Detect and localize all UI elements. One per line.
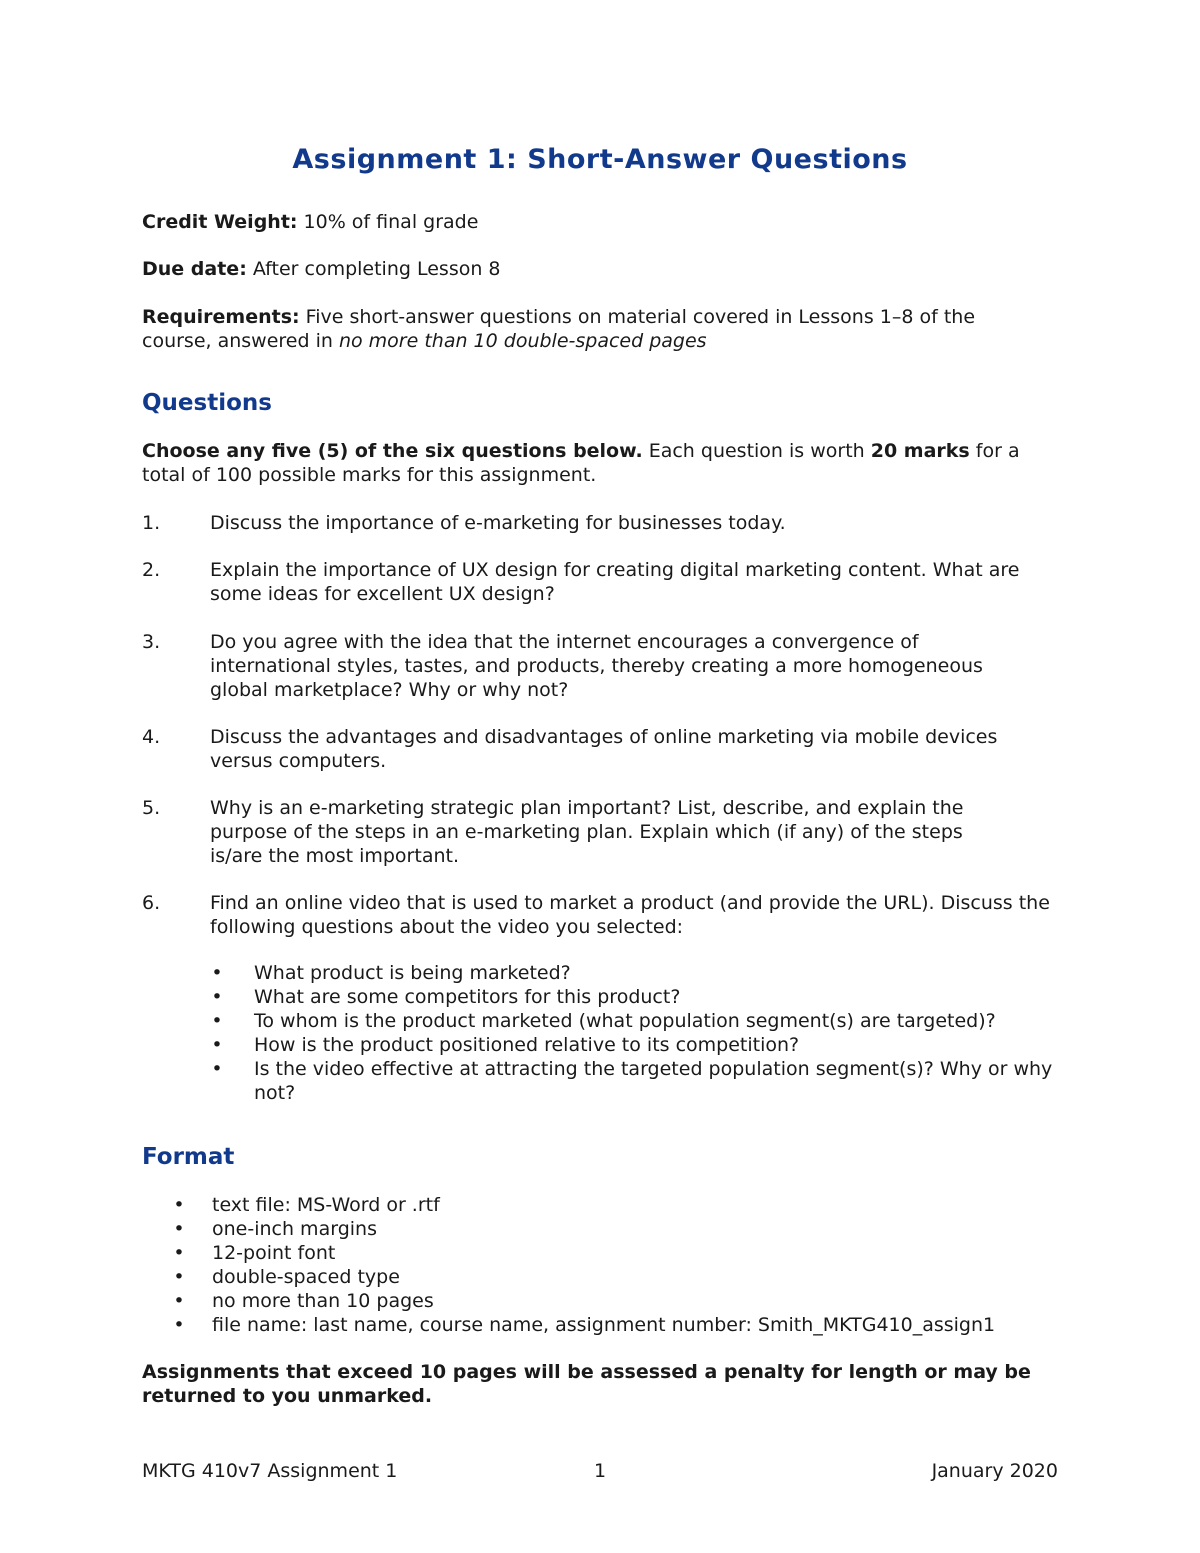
list-item-text: one-inch margins (212, 1218, 377, 1240)
list-item-text: no more than 10 pages (212, 1290, 434, 1312)
question-text: Do you agree with the idea that the internet encourages a convergence of international styles, tastes, and products, thereby creating a more homogeneous global marketplace? Why or why not? (210, 631, 983, 701)
questions-intro (142, 439, 1067, 487)
list-item-text: file name: last name, course name, assignment number: Smith_MKTG410_assign1 (212, 1314, 996, 1336)
credit-weight-value: 10% of final grade (297, 211, 479, 233)
list-item (210, 1033, 1070, 1057)
list-item (210, 1009, 1070, 1033)
list-item (210, 961, 1070, 985)
question-text: Discuss the importance of e-marketing for businesses today. (210, 512, 786, 534)
bullet-icon: • (173, 1266, 185, 1288)
footer-course: MKTG 410v7 Assignment 1 (142, 1460, 398, 1482)
bullet-icon: • (211, 986, 223, 1008)
bullet-icon: • (211, 1010, 223, 1032)
question-text: Explain the importance of UX design for creating digital marketing content. What are some ideas for excellent UX design? (210, 559, 1020, 605)
due-date (142, 257, 1062, 281)
list-item (166, 1289, 1066, 1313)
credit-weight (142, 210, 1062, 234)
bullet-icon: • (211, 962, 223, 984)
list-item (210, 985, 1070, 1009)
due-date-value: After completing Lesson 8 (246, 258, 501, 280)
footer-page-number: 1 (594, 1460, 607, 1482)
list-item (166, 1217, 1066, 1241)
list-item-text: How is the product positioned relative to its competition? (254, 1034, 800, 1056)
list-item (210, 1057, 1070, 1105)
question-number: 5. (142, 797, 161, 819)
list-item-text: Is the video effective at attracting the targeted population segment(s)? Why or why not? (254, 1058, 1053, 1104)
question-number: 6. (142, 892, 161, 914)
due-date-label: Due date: (142, 258, 247, 280)
bullet-icon: • (173, 1218, 185, 1240)
bullet-icon: • (211, 1058, 223, 1080)
bullet-icon: • (211, 1034, 223, 1056)
requirements-label: Requirements: (142, 306, 300, 328)
question-text: Why is an e-marketing strategic plan important? List, describe, and explain the purpose of the steps in an e-marketing plan. Explain which (if any) of the steps is/are the most important. (210, 797, 964, 867)
question-number: 2. (142, 559, 161, 581)
question-text: Find an online video that is used to market a product (and provide the URL). Discuss the following questions about the video you selected: (210, 892, 1050, 938)
intro-bold-choose: Choose any five (5) of the six questions below. (142, 440, 643, 462)
list-item-text: double-spaced type (212, 1266, 400, 1288)
question-number: 3. (142, 631, 161, 653)
bullet-icon: • (173, 1194, 185, 1216)
video-questions-list (210, 961, 1070, 1105)
requirements-italic: no more than 10 double-spaced pages (338, 330, 707, 352)
list-item-text: What are some competitors for this product? (254, 986, 681, 1008)
list-item (166, 1313, 1066, 1337)
format-heading: Format (142, 1144, 235, 1170)
bullet-icon: • (173, 1242, 185, 1264)
list-item (166, 1193, 1066, 1217)
list-item-text: What product is being marketed? (254, 962, 571, 984)
list-item (166, 1265, 1066, 1289)
page-title: Assignment 1: Short-Answer Questions (292, 144, 908, 175)
question-number: 1. (142, 512, 161, 534)
intro-text-worth: Each question is worth (642, 440, 871, 462)
question-number: 4. (142, 726, 161, 748)
format-list (166, 1193, 1066, 1337)
footer-date: January 2020 (931, 1460, 1058, 1482)
list-item-text: To whom is the product marketed (what population segment(s) are targeted)? (254, 1010, 996, 1032)
credit-weight-label: Credit Weight: (142, 211, 298, 233)
intro-text-total: for a total of 100 possible marks for this assignment. (142, 440, 1020, 486)
length-penalty-warning: Assignments that exceed 10 pages will be assessed a penalty for length or may be returned to you unmarked. (142, 1361, 1031, 1407)
bullet-icon: • (173, 1290, 185, 1312)
requirements-value: Five short-answer questions on material covered in Lessons 1–8 of the course, answered in (142, 306, 976, 352)
question-text: Discuss the advantages and disadvantages of online marketing via mobile devices versus computers. (210, 726, 998, 772)
questions-heading: Questions (142, 390, 272, 416)
intro-bold-marks: 20 marks (870, 440, 970, 462)
bullet-icon: • (173, 1314, 185, 1336)
list-item (166, 1241, 1066, 1265)
list-item-text: 12-point font (212, 1242, 336, 1264)
requirements (142, 305, 1022, 353)
list-item-text: text file: MS-Word or .rtf (212, 1194, 440, 1216)
